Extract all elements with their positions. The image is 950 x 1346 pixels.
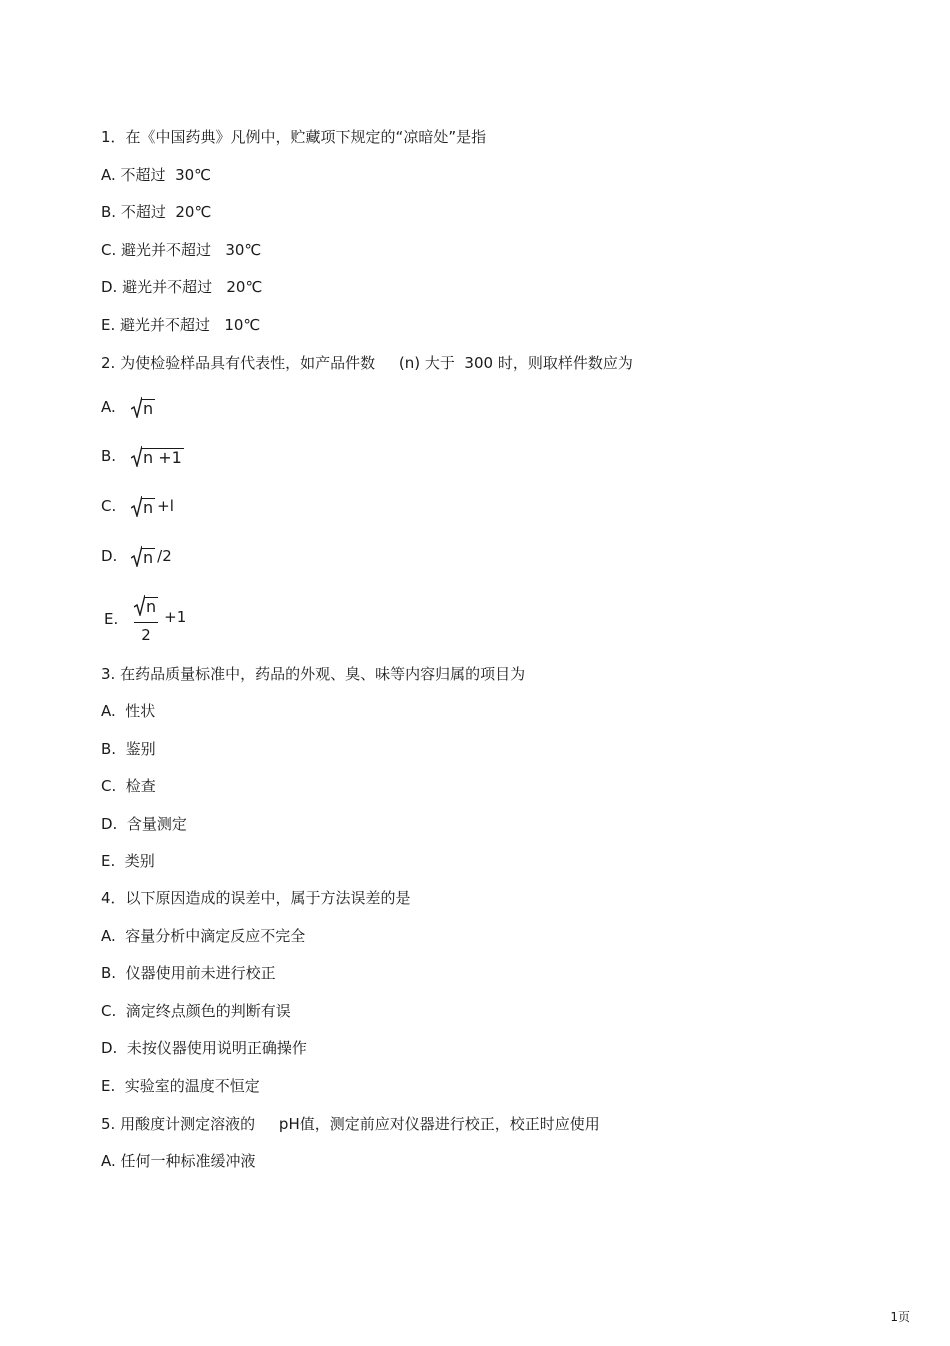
question-2-option-b: [101, 445, 186, 467]
radicand: n: [143, 498, 154, 517]
option-label: D.: [101, 547, 118, 565]
question-1-option-b: B. 不超过 20℃: [101, 203, 212, 221]
square-root: [131, 396, 155, 418]
question-3-option-c: C. 检查: [101, 777, 156, 795]
question-2-option-d: [101, 545, 172, 567]
option-label: B.: [101, 447, 117, 465]
question-2-option-e: [104, 594, 186, 644]
question-3-option-d: D. 含量测定: [101, 815, 187, 833]
option-suffix: /2: [157, 547, 172, 565]
question-4-option-c: C. 滴定终点颜色的判断有误: [101, 1002, 291, 1020]
question-4-option-d: D. 未按仪器使用说明正确操作: [101, 1039, 307, 1057]
option-label: E.: [104, 610, 119, 628]
question-3-option-e: E. 类别: [101, 852, 155, 870]
square-root: [131, 495, 155, 517]
radicand: n: [143, 399, 154, 418]
question-1-option-a: A. 不超过 30℃: [101, 166, 212, 184]
question-2-option-a: [101, 396, 157, 418]
radicand: n +1: [143, 448, 182, 467]
radicand: n: [146, 597, 157, 616]
question-1-stem: 1．在《中国药典》凡例中，贮藏项下规定的“凉暗处”是指: [101, 128, 487, 146]
square-root: [134, 594, 158, 616]
option-label: C.: [101, 497, 117, 515]
question-5-option-a: A. 任何一种标准缓冲液: [101, 1152, 256, 1170]
page-number: 1页: [890, 1310, 910, 1324]
question-2-option-c: [101, 495, 174, 517]
square-root: [131, 445, 184, 467]
question-3-stem: 3. 在药品质量标准中，药品的外观、臭、味等内容归属的项目为: [101, 665, 526, 683]
question-1-option-c: C. 避光并不超过 30℃: [101, 241, 262, 259]
question-3-option-a: A. 性状: [101, 702, 156, 720]
option-suffix: +1: [164, 608, 187, 626]
option-label: A.: [101, 398, 116, 416]
question-2-stem: 2. 为使检验样品具有代表性，如产品件数 (n) 大于 300 时，则取样件数应为: [101, 354, 633, 372]
fraction: [134, 594, 158, 644]
radicand: n: [143, 548, 154, 567]
option-suffix: +l: [157, 497, 174, 515]
question-5-stem: 5. 用酸度计测定溶液的 pH值，测定前应对仪器进行校正，校正时应使用: [101, 1115, 600, 1133]
question-1-option-e: E. 避光并不超过 10℃: [101, 316, 261, 334]
question-4-option-a: A. 容量分析中滴定反应不完全: [101, 927, 306, 945]
fraction-numerator: [134, 594, 158, 623]
question-4-option-b: B. 仪器使用前未进行校正: [101, 964, 276, 982]
question-4-option-e: E. 实验室的温度不恒定: [101, 1077, 260, 1095]
question-1-option-d: D. 避光并不超过 20℃: [101, 278, 263, 296]
question-3-option-b: B. 鉴别: [101, 740, 156, 758]
square-root: [131, 545, 155, 567]
question-4-stem: 4．以下原因造成的误差中，属于方法误差的是: [101, 889, 411, 907]
fraction-denominator: 2: [141, 626, 151, 644]
